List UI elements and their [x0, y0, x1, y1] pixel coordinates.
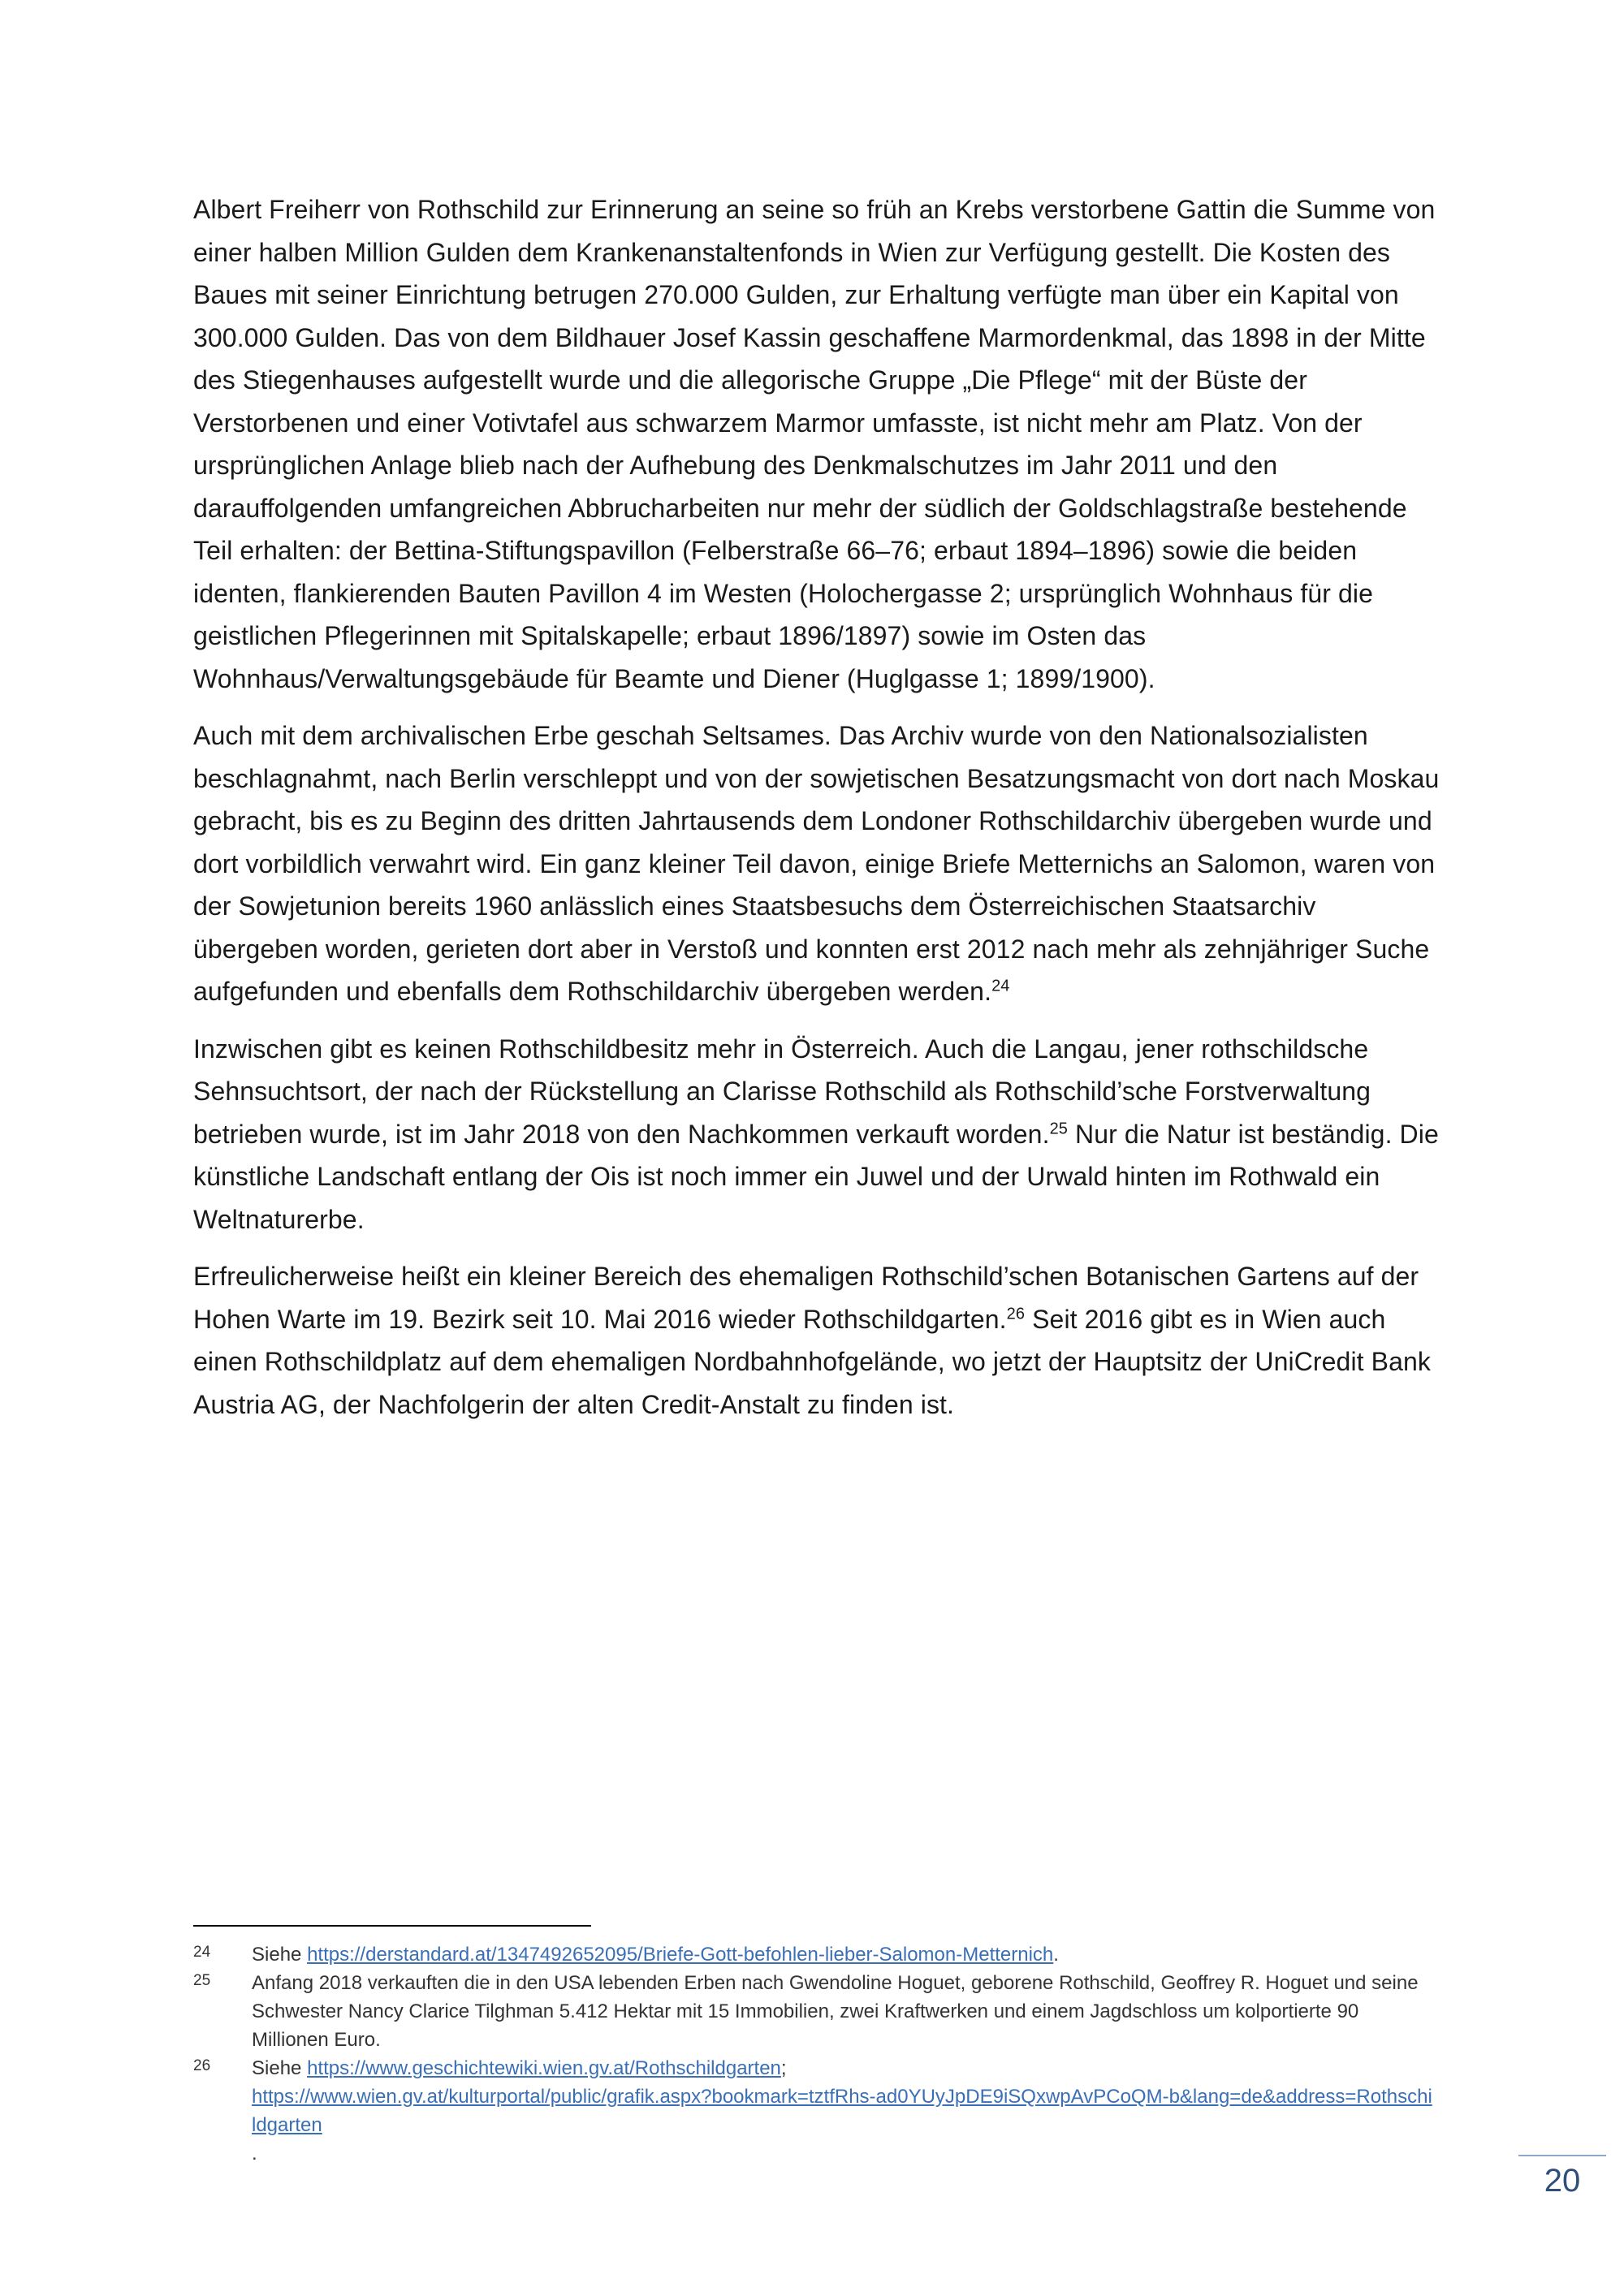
footnote-link-2[interactable]: https://www.wien.gv.at/kulturportal/public/grafik.aspx?bookmark=tztfRhs-ad0YUyJpDE9iSQxwpAvPCoQM-b&lang=de&address=Rothschildgarten	[252, 2086, 1432, 2136]
footnote-number: 25	[193, 1972, 211, 1989]
footnote-link[interactable]: https://derstandard.at/1347492652095/Briefe-Gott-befohlen-lieber-Salomon-Metternich	[307, 1944, 1054, 1966]
footnote-24	[193, 1940, 1436, 1969]
footnote-ref-25[interactable]: 25	[1049, 1119, 1069, 1137]
main-text	[193, 188, 1444, 1440]
footnote-number: 24	[193, 1944, 211, 1961]
footnote-25	[193, 1969, 1436, 2054]
footnote-26	[193, 2054, 1436, 2168]
page-number-rule	[1518, 2155, 1606, 2156]
footnote-body	[252, 1940, 1436, 1969]
paragraph-2	[193, 714, 1444, 1013]
footnote-separator	[193, 1925, 591, 1927]
footnote-ref-24[interactable]: 24	[991, 977, 1010, 995]
paragraph-4	[193, 1255, 1444, 1426]
paragraph-4-text-a: Erfreulicherweise heißt ein kleiner Bereich des ehemaligen Rothschild’schen Botanischen Gartens auf der Hohen Warte im 19. Bezirk seit 10. Mai 2016 wieder Rothschildgarten.	[193, 1262, 1419, 1334]
paragraph-2-text: Auch mit dem archivalischen Erbe geschah Seltsames. Das Archiv wurde von den Nationalsozialisten beschlagnahmt, nach Berlin verschleppt und von der sowjetischen Besatzungsmacht von dort nach Moskau gebracht, bis es zu Beginn des dritten Jahrtausends dem Londoner Rothschildarchiv übergeben wurde und dort vorbildlich verwahrt wird. Ein ganz kleiner Teil davon, einige Briefe Metternichs an Salomon, waren von der Sowjetunion bereits 1960 anlässlich eines Staatsbesuchs dem Österreichischen Staatsarchiv übergeben worden, gerieten dort aber in Verstoß und konnten erst 2012 nach mehr als zehnjähriger Suche aufgefunden und ebenfalls dem Rothschildarchiv übergeben werden.	[193, 721, 1440, 1006]
footnote-body	[252, 2054, 1436, 2168]
footnote-prefix: Siehe	[252, 2057, 308, 2079]
paragraph-3	[193, 1028, 1444, 1241]
page-number: 20	[1544, 2163, 1581, 2199]
footnote-link-1[interactable]: https://www.geschichtewiki.wien.gv.at/Rothschildgarten	[307, 2057, 781, 2079]
paragraph-1: Albert Freiherr von Rothschild zur Erinnerung an seine so früh an Krebs verstorbene Gattin die Summe von einer halben Million Gulden dem Krankenanstaltenfonds in Wien zur Verfügung gestellt. Die Kosten des Baues mit seiner Einrichtung betrugen 270.000 Gulden, zur Erhaltung verfügte man über ein Kapital von 300.000 Gulden. Das von dem Bildhauer Josef Kassin geschaffene Marmordenkmal, das 1898 in der Mitte des Stiegenhauses aufgestellt wurde und die allegorische Gruppe „Die Pflege“ mit der Büste der Verstorbenen und einer Votivtafel aus schwarzem Marmor umfasste, ist nicht mehr am Platz. Von der ursprünglichen Anlage blieb nach der Aufhebung des Denkmalschutzes im Jahr 2011 und den darauffolgenden umfangreichen Abbrucharbeiten nur mehr der südlich der Goldschlagstraße bestehende Teil erhalten: der Bettina-Stiftungspavillon (Felberstraße 66–76; erbaut 1894–1896) sowie die beiden identen, flankierenden Bauten Pavillon 4 im Westen (Holochergasse 2; ursprünglich Wohnhaus für die geistlichen Pflegerinnen mit Spitalskapelle; erbaut 1896/1897) sowie im Osten das Wohnhaus/Verwaltungsgebäude für Beamte und Diener (Huglgasse 1; 1899/1900).	[193, 195, 1436, 693]
footnote-prefix: Siehe	[252, 1944, 308, 1966]
paragraph-4-text-b: Seit 2016 gibt es in Wien auch einen Rothschildplatz auf dem ehemaligen Nordbahnhofgelände, wo jetzt der Hauptsitz der UniCredit Bank Austria AG, der Nachfolgerin der alten Credit-Anstalt zu finden ist.	[193, 1304, 1431, 1419]
footnote-number: 26	[193, 2057, 211, 2074]
footnote-suffix: .	[252, 2143, 257, 2164]
footnote-suffix: .	[1053, 1944, 1059, 1966]
footnote-separator-char: ;	[780, 2057, 787, 2079]
paragraph-3-text-b: Nur die Natur ist beständig. Die künstliche Landschaft entlang der Ois ist noch immer ein Juwel und der Urwald hinten im Rothwald ein Weltnaturerbe.	[193, 1119, 1439, 1234]
footnotes	[193, 1940, 1436, 2168]
footnote-ref-26[interactable]: 26	[1006, 1304, 1026, 1323]
footnote-body: Anfang 2018 verkauften die in den USA lebenden Erben nach Gwendoline Hoguet, geborene Rothschild, Geoffrey R. Hoguet und seine Schwester Nancy Clarice Tilghman 5.412 Hektar mit 15 Immobilien, zwei Kraftwerken und einem Jagdschloss um kolportierte 90 Millionen Euro.	[252, 1972, 1419, 2051]
paragraph-3-text-a: Inzwischen gibt es keinen Rothschildbesitz mehr in Österreich. Auch die Langau, jener rothschildsche Sehnsuchtsort, der nach der Rückstellung an Clarisse Rothschild als Rothschild’sche Forstverwaltung betrieben wurde, ist im Jahr 2018 von den Nachkommen verkauft worden.	[193, 1034, 1371, 1149]
